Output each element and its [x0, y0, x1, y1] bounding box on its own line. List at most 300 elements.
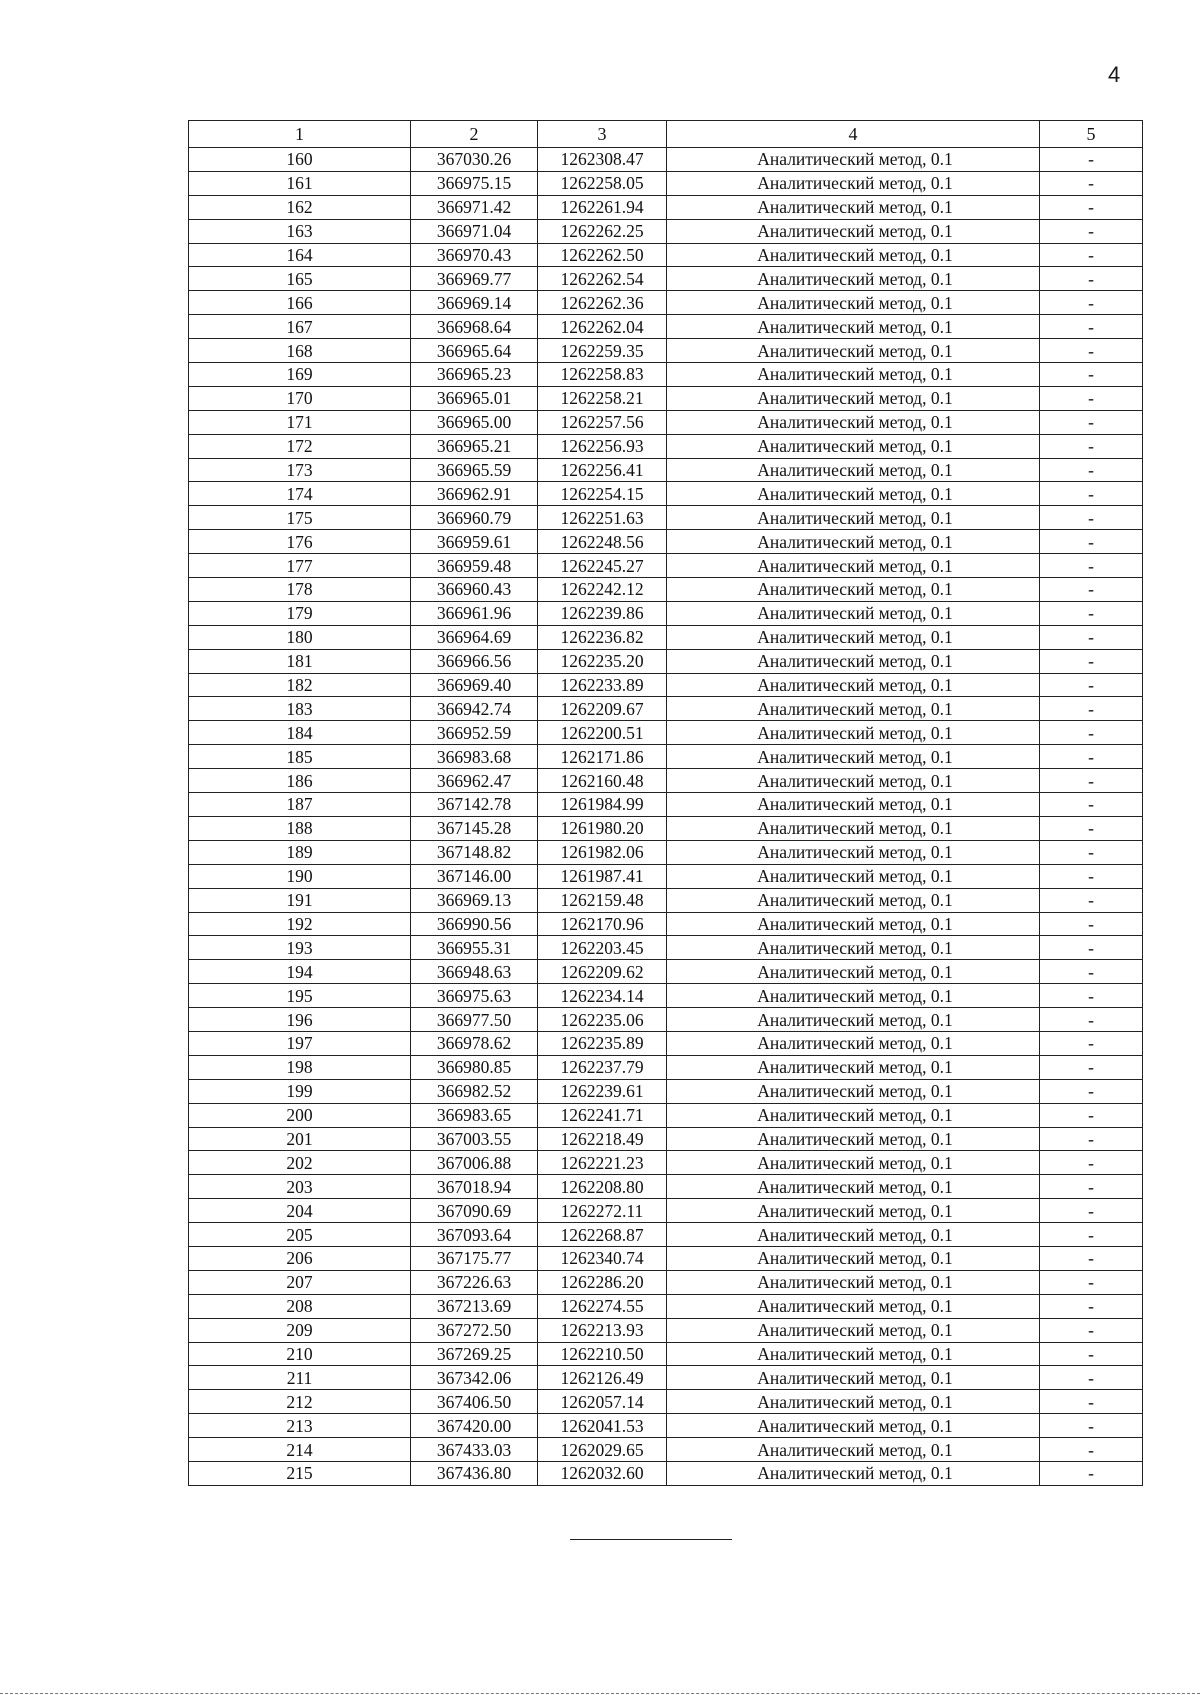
cell-x-coordinate: 366980.85 [411, 1055, 538, 1079]
cell-y-coordinate: 1262239.61 [538, 1079, 667, 1103]
table-row [189, 219, 1143, 243]
cell-y-coordinate: 1262251.63 [538, 506, 667, 530]
table-row [189, 769, 1143, 793]
table-row [189, 936, 1143, 960]
cell-method-accuracy: Аналитический метод, 0.1 [667, 530, 1040, 554]
coordinates-table [188, 120, 1143, 1486]
cell-y-coordinate: 1261987.41 [538, 864, 667, 888]
cell-y-coordinate: 1262209.62 [538, 960, 667, 984]
cell-x-coordinate: 367269.25 [411, 1342, 538, 1366]
cell-y-coordinate: 1262286.20 [538, 1270, 667, 1294]
cell-point-number: 180 [189, 625, 411, 649]
cell-x-coordinate: 367003.55 [411, 1127, 538, 1151]
cell-x-coordinate: 366969.77 [411, 267, 538, 291]
cell-point-number: 200 [189, 1103, 411, 1127]
cell-method-accuracy: Аналитический метод, 0.1 [667, 1318, 1040, 1342]
table-row [189, 482, 1143, 506]
table-row [189, 912, 1143, 936]
cell-x-coordinate: 366977.50 [411, 1008, 538, 1032]
cell-note: - [1040, 1103, 1143, 1127]
cell-point-number: 189 [189, 840, 411, 864]
cell-point-number: 162 [189, 195, 411, 219]
cell-method-accuracy: Аналитический метод, 0.1 [667, 171, 1040, 195]
cell-y-coordinate: 1262213.93 [538, 1318, 667, 1342]
cell-note: - [1040, 625, 1143, 649]
cell-method-accuracy: Аналитический метод, 0.1 [667, 793, 1040, 817]
cell-y-coordinate: 1262245.27 [538, 554, 667, 578]
cell-x-coordinate: 367146.00 [411, 864, 538, 888]
table-row [189, 171, 1143, 195]
cell-y-coordinate: 1262274.55 [538, 1294, 667, 1318]
table-row [189, 601, 1143, 625]
cell-method-accuracy: Аналитический метод, 0.1 [667, 1127, 1040, 1151]
cell-y-coordinate: 1262254.15 [538, 482, 667, 506]
table-row [189, 148, 1143, 172]
cell-y-coordinate: 1262233.89 [538, 673, 667, 697]
table-row [189, 1199, 1143, 1223]
cell-y-coordinate: 1262241.71 [538, 1103, 667, 1127]
cell-method-accuracy: Аналитический метод, 0.1 [667, 1270, 1040, 1294]
cell-note: - [1040, 745, 1143, 769]
cell-point-number: 198 [189, 1055, 411, 1079]
cell-note: - [1040, 793, 1143, 817]
cell-method-accuracy: Аналитический метод, 0.1 [667, 1175, 1040, 1199]
cell-point-number: 172 [189, 434, 411, 458]
cell-method-accuracy: Аналитический метод, 0.1 [667, 315, 1040, 339]
table-row [189, 888, 1143, 912]
cell-x-coordinate: 366970.43 [411, 243, 538, 267]
cell-method-accuracy: Аналитический метод, 0.1 [667, 1055, 1040, 1079]
cell-y-coordinate: 1262057.14 [538, 1390, 667, 1414]
cell-note: - [1040, 1151, 1143, 1175]
cell-method-accuracy: Аналитический метод, 0.1 [667, 1103, 1040, 1127]
cell-y-coordinate: 1262032.60 [538, 1461, 667, 1485]
cell-x-coordinate: 366982.52 [411, 1079, 538, 1103]
cell-point-number: 209 [189, 1318, 411, 1342]
cell-x-coordinate: 367406.50 [411, 1390, 538, 1414]
cell-note: - [1040, 888, 1143, 912]
cell-point-number: 176 [189, 530, 411, 554]
cell-y-coordinate: 1262248.56 [538, 530, 667, 554]
cell-note: - [1040, 195, 1143, 219]
cell-point-number: 195 [189, 984, 411, 1008]
cell-y-coordinate: 1262256.41 [538, 458, 667, 482]
cell-y-coordinate: 1262235.06 [538, 1008, 667, 1032]
table-row [189, 793, 1143, 817]
cell-note: - [1040, 171, 1143, 195]
cell-note: - [1040, 769, 1143, 793]
cell-y-coordinate: 1262235.20 [538, 649, 667, 673]
cell-method-accuracy: Аналитический метод, 0.1 [667, 148, 1040, 172]
cell-point-number: 182 [189, 673, 411, 697]
table-header [189, 121, 1143, 148]
end-rule [570, 1539, 732, 1540]
cell-point-number: 184 [189, 721, 411, 745]
cell-note: - [1040, 291, 1143, 315]
cell-method-accuracy: Аналитический метод, 0.1 [667, 625, 1040, 649]
cell-point-number: 187 [189, 793, 411, 817]
table-row [189, 1031, 1143, 1055]
cell-note: - [1040, 1294, 1143, 1318]
table-row [189, 1223, 1143, 1247]
cell-method-accuracy: Аналитический метод, 0.1 [667, 984, 1040, 1008]
cell-y-coordinate: 1262257.56 [538, 410, 667, 434]
scan-edge-line [0, 1693, 1200, 1694]
cell-point-number: 215 [189, 1461, 411, 1485]
table-row [189, 1366, 1143, 1390]
cell-note: - [1040, 506, 1143, 530]
table-row [189, 339, 1143, 363]
cell-x-coordinate: 367145.28 [411, 816, 538, 840]
cell-y-coordinate: 1262262.54 [538, 267, 667, 291]
cell-x-coordinate: 367175.77 [411, 1246, 538, 1270]
cell-y-coordinate: 1262268.87 [538, 1223, 667, 1247]
cell-method-accuracy: Аналитический метод, 0.1 [667, 219, 1040, 243]
cell-method-accuracy: Аналитический метод, 0.1 [667, 243, 1040, 267]
table-row [189, 578, 1143, 602]
cell-method-accuracy: Аналитический метод, 0.1 [667, 506, 1040, 530]
cell-y-coordinate: 1261980.20 [538, 816, 667, 840]
cell-point-number: 206 [189, 1246, 411, 1270]
table-row [189, 243, 1143, 267]
cell-note: - [1040, 673, 1143, 697]
cell-point-number: 179 [189, 601, 411, 625]
table-row [189, 745, 1143, 769]
cell-point-number: 160 [189, 148, 411, 172]
cell-x-coordinate: 366965.59 [411, 458, 538, 482]
cell-x-coordinate: 366965.23 [411, 363, 538, 387]
cell-point-number: 169 [189, 363, 411, 387]
cell-x-coordinate: 367420.00 [411, 1414, 538, 1438]
cell-note: - [1040, 219, 1143, 243]
cell-method-accuracy: Аналитический метод, 0.1 [667, 1438, 1040, 1462]
cell-method-accuracy: Аналитический метод, 0.1 [667, 960, 1040, 984]
cell-x-coordinate: 366990.56 [411, 912, 538, 936]
cell-note: - [1040, 315, 1143, 339]
cell-note: - [1040, 1079, 1143, 1103]
cell-x-coordinate: 366960.43 [411, 578, 538, 602]
cell-x-coordinate: 366966.56 [411, 649, 538, 673]
table-row [189, 1461, 1143, 1485]
cell-method-accuracy: Аналитический метод, 0.1 [667, 1223, 1040, 1247]
cell-y-coordinate: 1262258.05 [538, 171, 667, 195]
cell-x-coordinate: 367006.88 [411, 1151, 538, 1175]
cell-method-accuracy: Аналитический метод, 0.1 [667, 578, 1040, 602]
cell-method-accuracy: Аналитический метод, 0.1 [667, 936, 1040, 960]
cell-method-accuracy: Аналитический метод, 0.1 [667, 1031, 1040, 1055]
cell-note: - [1040, 578, 1143, 602]
cell-note: - [1040, 1414, 1143, 1438]
cell-y-coordinate: 1262236.82 [538, 625, 667, 649]
table-row [189, 291, 1143, 315]
cell-note: - [1040, 339, 1143, 363]
cell-method-accuracy: Аналитический метод, 0.1 [667, 291, 1040, 315]
cell-method-accuracy: Аналитический метод, 0.1 [667, 458, 1040, 482]
cell-x-coordinate: 366959.61 [411, 530, 538, 554]
cell-y-coordinate: 1262160.48 [538, 769, 667, 793]
cell-x-coordinate: 367342.06 [411, 1366, 538, 1390]
cell-point-number: 203 [189, 1175, 411, 1199]
cell-x-coordinate: 367213.69 [411, 1294, 538, 1318]
cell-note: - [1040, 148, 1143, 172]
cell-note: - [1040, 530, 1143, 554]
cell-y-coordinate: 1262029.65 [538, 1438, 667, 1462]
cell-point-number: 204 [189, 1199, 411, 1223]
cell-x-coordinate: 367090.69 [411, 1199, 538, 1223]
cell-y-coordinate: 1262221.23 [538, 1151, 667, 1175]
table-row [189, 1318, 1143, 1342]
cell-y-coordinate: 1262200.51 [538, 721, 667, 745]
cell-y-coordinate: 1262170.96 [538, 912, 667, 936]
table-row [189, 410, 1143, 434]
cell-x-coordinate: 366952.59 [411, 721, 538, 745]
cell-y-coordinate: 1262259.35 [538, 339, 667, 363]
cell-point-number: 173 [189, 458, 411, 482]
cell-point-number: 166 [189, 291, 411, 315]
table-row [189, 1055, 1143, 1079]
cell-note: - [1040, 410, 1143, 434]
cell-method-accuracy: Аналитический метод, 0.1 [667, 769, 1040, 793]
cell-point-number: 181 [189, 649, 411, 673]
cell-y-coordinate: 1261984.99 [538, 793, 667, 817]
cell-x-coordinate: 366975.63 [411, 984, 538, 1008]
cell-note: - [1040, 1175, 1143, 1199]
cell-method-accuracy: Аналитический метод, 0.1 [667, 339, 1040, 363]
cell-method-accuracy: Аналитический метод, 0.1 [667, 816, 1040, 840]
cell-y-coordinate: 1262209.67 [538, 697, 667, 721]
cell-x-coordinate: 366969.14 [411, 291, 538, 315]
table-row [189, 530, 1143, 554]
cell-point-number: 192 [189, 912, 411, 936]
cell-note: - [1040, 267, 1143, 291]
cell-method-accuracy: Аналитический метод, 0.1 [667, 267, 1040, 291]
cell-note: - [1040, 243, 1143, 267]
cell-y-coordinate: 1261982.06 [538, 840, 667, 864]
table-row [189, 1079, 1143, 1103]
table-row [189, 1151, 1143, 1175]
cell-point-number: 170 [189, 386, 411, 410]
cell-point-number: 205 [189, 1223, 411, 1247]
cell-x-coordinate: 366971.04 [411, 219, 538, 243]
cell-note: - [1040, 1127, 1143, 1151]
cell-y-coordinate: 1262041.53 [538, 1414, 667, 1438]
cell-note: - [1040, 864, 1143, 888]
cell-x-coordinate: 367272.50 [411, 1318, 538, 1342]
cell-x-coordinate: 366983.68 [411, 745, 538, 769]
table-row [189, 458, 1143, 482]
cell-point-number: 163 [189, 219, 411, 243]
table-row [189, 1175, 1143, 1199]
cell-note: - [1040, 1366, 1143, 1390]
cell-y-coordinate: 1262258.21 [538, 386, 667, 410]
table-row [189, 1414, 1143, 1438]
cell-x-coordinate: 366965.64 [411, 339, 538, 363]
table-row [189, 1270, 1143, 1294]
cell-y-coordinate: 1262340.74 [538, 1246, 667, 1270]
cell-x-coordinate: 367148.82 [411, 840, 538, 864]
cell-point-number: 171 [189, 410, 411, 434]
cell-note: - [1040, 458, 1143, 482]
cell-method-accuracy: Аналитический метод, 0.1 [667, 434, 1040, 458]
cell-x-coordinate: 366968.64 [411, 315, 538, 339]
cell-x-coordinate: 367226.63 [411, 1270, 538, 1294]
cell-x-coordinate: 367433.03 [411, 1438, 538, 1462]
cell-y-coordinate: 1262237.79 [538, 1055, 667, 1079]
cell-x-coordinate: 366961.96 [411, 601, 538, 625]
cell-point-number: 208 [189, 1294, 411, 1318]
header-col-4: 4 [667, 121, 1040, 148]
table-row [189, 1342, 1143, 1366]
cell-note: - [1040, 386, 1143, 410]
table-row [189, 960, 1143, 984]
table-row [189, 984, 1143, 1008]
cell-note: - [1040, 1342, 1143, 1366]
table-row [189, 840, 1143, 864]
cell-point-number: 174 [189, 482, 411, 506]
cell-x-coordinate: 366971.42 [411, 195, 538, 219]
cell-x-coordinate: 366948.63 [411, 960, 538, 984]
cell-method-accuracy: Аналитический метод, 0.1 [667, 864, 1040, 888]
cell-point-number: 175 [189, 506, 411, 530]
cell-method-accuracy: Аналитический метод, 0.1 [667, 601, 1040, 625]
cell-note: - [1040, 434, 1143, 458]
table-row [189, 816, 1143, 840]
cell-note: - [1040, 1008, 1143, 1032]
cell-y-coordinate: 1262262.36 [538, 291, 667, 315]
cell-point-number: 199 [189, 1079, 411, 1103]
cell-point-number: 178 [189, 578, 411, 602]
cell-x-coordinate: 366959.48 [411, 554, 538, 578]
table-row [189, 506, 1143, 530]
table-row [189, 1246, 1143, 1270]
cell-method-accuracy: Аналитический метод, 0.1 [667, 721, 1040, 745]
header-col-2: 2 [411, 121, 538, 148]
cell-y-coordinate: 1262210.50 [538, 1342, 667, 1366]
table-row [189, 1438, 1143, 1462]
cell-method-accuracy: Аналитический метод, 0.1 [667, 1246, 1040, 1270]
cell-method-accuracy: Аналитический метод, 0.1 [667, 649, 1040, 673]
cell-note: - [1040, 1199, 1143, 1223]
cell-y-coordinate: 1262258.83 [538, 363, 667, 387]
cell-y-coordinate: 1262159.48 [538, 888, 667, 912]
cell-y-coordinate: 1262262.04 [538, 315, 667, 339]
cell-x-coordinate: 366965.21 [411, 434, 538, 458]
cell-point-number: 193 [189, 936, 411, 960]
cell-x-coordinate: 366965.00 [411, 410, 538, 434]
cell-y-coordinate: 1262218.49 [538, 1127, 667, 1151]
cell-point-number: 164 [189, 243, 411, 267]
cell-note: - [1040, 1246, 1143, 1270]
cell-y-coordinate: 1262308.47 [538, 148, 667, 172]
cell-note: - [1040, 1438, 1143, 1462]
cell-point-number: 207 [189, 1270, 411, 1294]
cell-x-coordinate: 366978.62 [411, 1031, 538, 1055]
cell-method-accuracy: Аналитический метод, 0.1 [667, 673, 1040, 697]
cell-note: - [1040, 601, 1143, 625]
table-row [189, 673, 1143, 697]
cell-method-accuracy: Аналитический метод, 0.1 [667, 386, 1040, 410]
table-row [189, 363, 1143, 387]
table-row [189, 721, 1143, 745]
cell-point-number: 194 [189, 960, 411, 984]
table-row [189, 1127, 1143, 1151]
cell-point-number: 177 [189, 554, 411, 578]
cell-note: - [1040, 840, 1143, 864]
table-row [189, 1294, 1143, 1318]
cell-x-coordinate: 366960.79 [411, 506, 538, 530]
cell-method-accuracy: Аналитический метод, 0.1 [667, 912, 1040, 936]
cell-method-accuracy: Аналитический метод, 0.1 [667, 1414, 1040, 1438]
table-row [189, 195, 1143, 219]
cell-point-number: 210 [189, 1342, 411, 1366]
cell-method-accuracy: Аналитический метод, 0.1 [667, 697, 1040, 721]
cell-y-coordinate: 1262272.11 [538, 1199, 667, 1223]
cell-y-coordinate: 1262208.80 [538, 1175, 667, 1199]
cell-method-accuracy: Аналитический метод, 0.1 [667, 1008, 1040, 1032]
cell-point-number: 190 [189, 864, 411, 888]
cell-x-coordinate: 366969.13 [411, 888, 538, 912]
table-body [189, 148, 1143, 1486]
cell-y-coordinate: 1262261.94 [538, 195, 667, 219]
cell-x-coordinate: 367093.64 [411, 1223, 538, 1247]
cell-method-accuracy: Аналитический метод, 0.1 [667, 410, 1040, 434]
table-row [189, 315, 1143, 339]
cell-note: - [1040, 936, 1143, 960]
cell-y-coordinate: 1262262.25 [538, 219, 667, 243]
cell-note: - [1040, 697, 1143, 721]
cell-point-number: 196 [189, 1008, 411, 1032]
cell-method-accuracy: Аналитический метод, 0.1 [667, 1366, 1040, 1390]
cell-point-number: 167 [189, 315, 411, 339]
table-row [189, 386, 1143, 410]
cell-point-number: 186 [189, 769, 411, 793]
cell-method-accuracy: Аналитический метод, 0.1 [667, 888, 1040, 912]
cell-note: - [1040, 1055, 1143, 1079]
cell-x-coordinate: 367142.78 [411, 793, 538, 817]
cell-y-coordinate: 1262262.50 [538, 243, 667, 267]
cell-note: - [1040, 984, 1143, 1008]
cell-x-coordinate: 366962.47 [411, 769, 538, 793]
cell-method-accuracy: Аналитический метод, 0.1 [667, 840, 1040, 864]
cell-method-accuracy: Аналитический метод, 0.1 [667, 1199, 1040, 1223]
cell-method-accuracy: Аналитический метод, 0.1 [667, 745, 1040, 769]
cell-point-number: 165 [189, 267, 411, 291]
cell-note: - [1040, 960, 1143, 984]
cell-method-accuracy: Аналитический метод, 0.1 [667, 1390, 1040, 1414]
cell-point-number: 213 [189, 1414, 411, 1438]
cell-x-coordinate: 366964.69 [411, 625, 538, 649]
table-row [189, 864, 1143, 888]
cell-note: - [1040, 1031, 1143, 1055]
cell-y-coordinate: 1262234.14 [538, 984, 667, 1008]
cell-note: - [1040, 1270, 1143, 1294]
cell-y-coordinate: 1262235.89 [538, 1031, 667, 1055]
cell-note: - [1040, 1223, 1143, 1247]
cell-note: - [1040, 1461, 1143, 1485]
cell-method-accuracy: Аналитический метод, 0.1 [667, 363, 1040, 387]
cell-method-accuracy: Аналитический метод, 0.1 [667, 1151, 1040, 1175]
cell-method-accuracy: Аналитический метод, 0.1 [667, 554, 1040, 578]
cell-method-accuracy: Аналитический метод, 0.1 [667, 195, 1040, 219]
cell-x-coordinate: 366975.15 [411, 171, 538, 195]
cell-x-coordinate: 366969.40 [411, 673, 538, 697]
cell-x-coordinate: 366983.65 [411, 1103, 538, 1127]
cell-y-coordinate: 1262242.12 [538, 578, 667, 602]
header-row [189, 121, 1143, 148]
cell-point-number: 211 [189, 1366, 411, 1390]
cell-x-coordinate: 367018.94 [411, 1175, 538, 1199]
table-row [189, 1008, 1143, 1032]
